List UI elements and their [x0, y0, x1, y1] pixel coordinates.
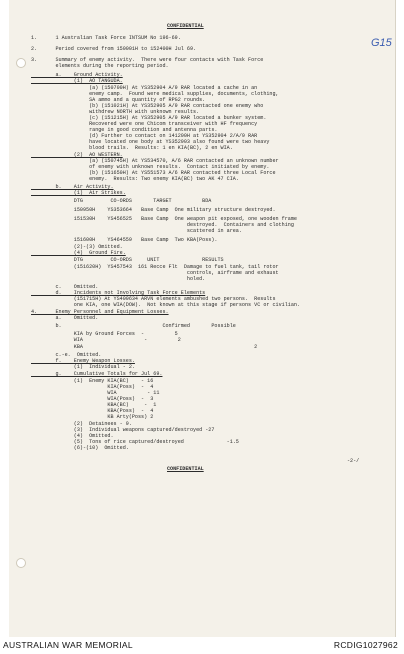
losses-row-kia: KIA by Ground Forces - 5 [31, 331, 178, 337]
cumulative-row-5: KBA(BC) - 1 [31, 402, 157, 408]
footer-institution: AUSTRALIAN WAR MEMORIAL [3, 640, 133, 650]
line-8: SA ammo and a quantity of RPG2 rounds. [31, 97, 206, 103]
air-strike-row-1: 150950H YS353664 Base Camp One military structure destroyed. [31, 207, 276, 213]
line-14: (d) Further to contact on 141200H at YS352904 2/A/9 RAR [31, 133, 258, 139]
line-ao-western: (2) AO WESTERN. [31, 152, 123, 158]
line-21: enemy. Results: Two enemy KIA(BC) two AK 47 CIA. [31, 176, 239, 182]
line-58: (3) Individual weapons captured/destroyed -27 [31, 427, 215, 433]
line-38: (151715H) At YS409634 ARVN elements ambushed two persons. Results [31, 296, 276, 302]
line-9: (b) (151021H) At YS352905 A/9 RAR contacted one enemy who [31, 103, 264, 109]
losses-row-kba: KBA 2 [31, 344, 258, 350]
line-59: (4) Omitted. [31, 433, 114, 439]
document-page [9, 0, 396, 637]
line-46: c.-e. Omitted. [31, 352, 102, 358]
classification-bottom: CONFIDENTIAL [167, 466, 204, 472]
line-6: (a) (150700H) At YS352904 A/9 RAR located a cache in an [31, 85, 258, 91]
line-36: c. Omitted. [31, 284, 99, 290]
cumulative-row-6: KBA(Poss) - 4 [31, 408, 154, 414]
line-1: 1. 1 Australian Task Force INTSUM No 196-69. [31, 35, 181, 41]
handwritten-ref-mark: G15 [371, 37, 392, 49]
line-11: (c) (151215H) At YS352905 A/9 RAR located a bunker system. [31, 115, 267, 121]
line-39: one KIA, one WIA(DOW). Not known at this stage if persons VC or civilian. [31, 302, 300, 308]
classification-top: CONFIDENTIAL [167, 23, 204, 29]
line-air-activity: b. Air Activity. [31, 184, 114, 190]
line-3b: elements during the reporting period. [31, 63, 169, 69]
line-61: (6)-(10) Omitted. [31, 445, 129, 451]
footer-record-id: RCDIG1027962 [333, 640, 398, 650]
line-7: enemy camp. Found were medical supplies, documents, clothing, [31, 91, 279, 97]
line-ao-tanguda: (1) AO TANGUDA. [31, 78, 123, 84]
next-page-marker: -2-/ [347, 458, 360, 464]
line-2: 2. Period covered from 150001H to 152400H Jul 69. [31, 46, 197, 52]
cumulative-row-4: WIA(Poss) - 3 [31, 396, 154, 402]
line-48: (1) Individual - 2. [31, 364, 135, 370]
line-20: (b) (151650H) At YS551573 A/6 RAR contacted three Local Force [31, 170, 276, 176]
line-16: blood trails. Results: 1 en KIA(BC), 2 en WIA. [31, 145, 233, 151]
air-strike-row-3: 151600H YS464559 Base Camp Two KBA(Poss). [31, 237, 218, 243]
line-10: withdrew NORTH with unknown results. [31, 109, 200, 115]
line-incidents: d. Incidents not Involving Task Force Elements [31, 290, 206, 296]
line-15: have located one body at YS352903 also found were two heavy [31, 139, 270, 145]
losses-header: b. Confirmed Possible [31, 323, 236, 329]
ground-fire-header: DTG CO-ORDS UNIT RESULTS [31, 257, 224, 263]
losses-row-wia: WIA - 2 [31, 337, 181, 343]
air-strike-row-2c: scattered in area. [31, 228, 242, 234]
line-18: (a) (150745H) At YS534570, A/6 RAR contacted an unknown number [31, 158, 279, 164]
ground-fire-row-c: holed. [31, 276, 206, 282]
line-weapon-losses: f. Enemy Weapon Losses. [31, 358, 135, 364]
line-19: of enemy with unknown results. Contact initiated by enemy. [31, 164, 270, 170]
ground-fire-row-b: controls, airframe and exhaust [31, 270, 279, 276]
line-30: (2)-(3) Omitted. [31, 244, 123, 250]
line-air-strikes: (1) Air Strikes. [31, 190, 126, 196]
cumulative-row-1: (1) Enemy KIA(BC) - 16 [31, 378, 154, 384]
line-13: range in good condition and antenna parts. [31, 127, 218, 133]
air-strike-row-2b: destroyed. Containers and clothing [31, 222, 294, 228]
line-3a: 3. Summary of enemy activity. There were four contacts with Task Force [31, 57, 264, 63]
punch-hole-top [16, 58, 26, 68]
line-cumulative: g. Cumulative Totals for Jul 69. [31, 371, 163, 377]
cumulative-row-3: WIA - 11 [31, 390, 160, 396]
cumulative-row-7: KB Arty(Poss) 2 [31, 414, 154, 420]
air-strike-row-2: 151530H YS456525 Base Camp One weapon pit exposed, one wooden frame [31, 216, 297, 222]
air-strikes-header: DTG CO-ORDS TARGET BDA [31, 198, 212, 204]
punch-hole-bottom [16, 558, 26, 568]
line-12: Recovered were one Chicom transceiver with HF frequency [31, 121, 258, 127]
line-60: (5) Tons of rice captured/destroyed -1.5 [31, 439, 239, 445]
line-41: a. Omitted. [31, 315, 99, 321]
line-ground-fire: (4) Ground Fire. [31, 250, 126, 256]
line-ground-activity: a. Ground Activity. [31, 72, 123, 78]
cumulative-row-2: KIA(Poss) - 4 [31, 384, 154, 390]
line-losses: 4. Enemy Personnel and Equipment Losses. [31, 309, 169, 315]
line-57: (2) Detainees - 9. [31, 421, 132, 427]
ground-fire-row: (151620H) YS457543 161 Recce Flt Damage to fuel tank, tail rotor [31, 264, 279, 270]
